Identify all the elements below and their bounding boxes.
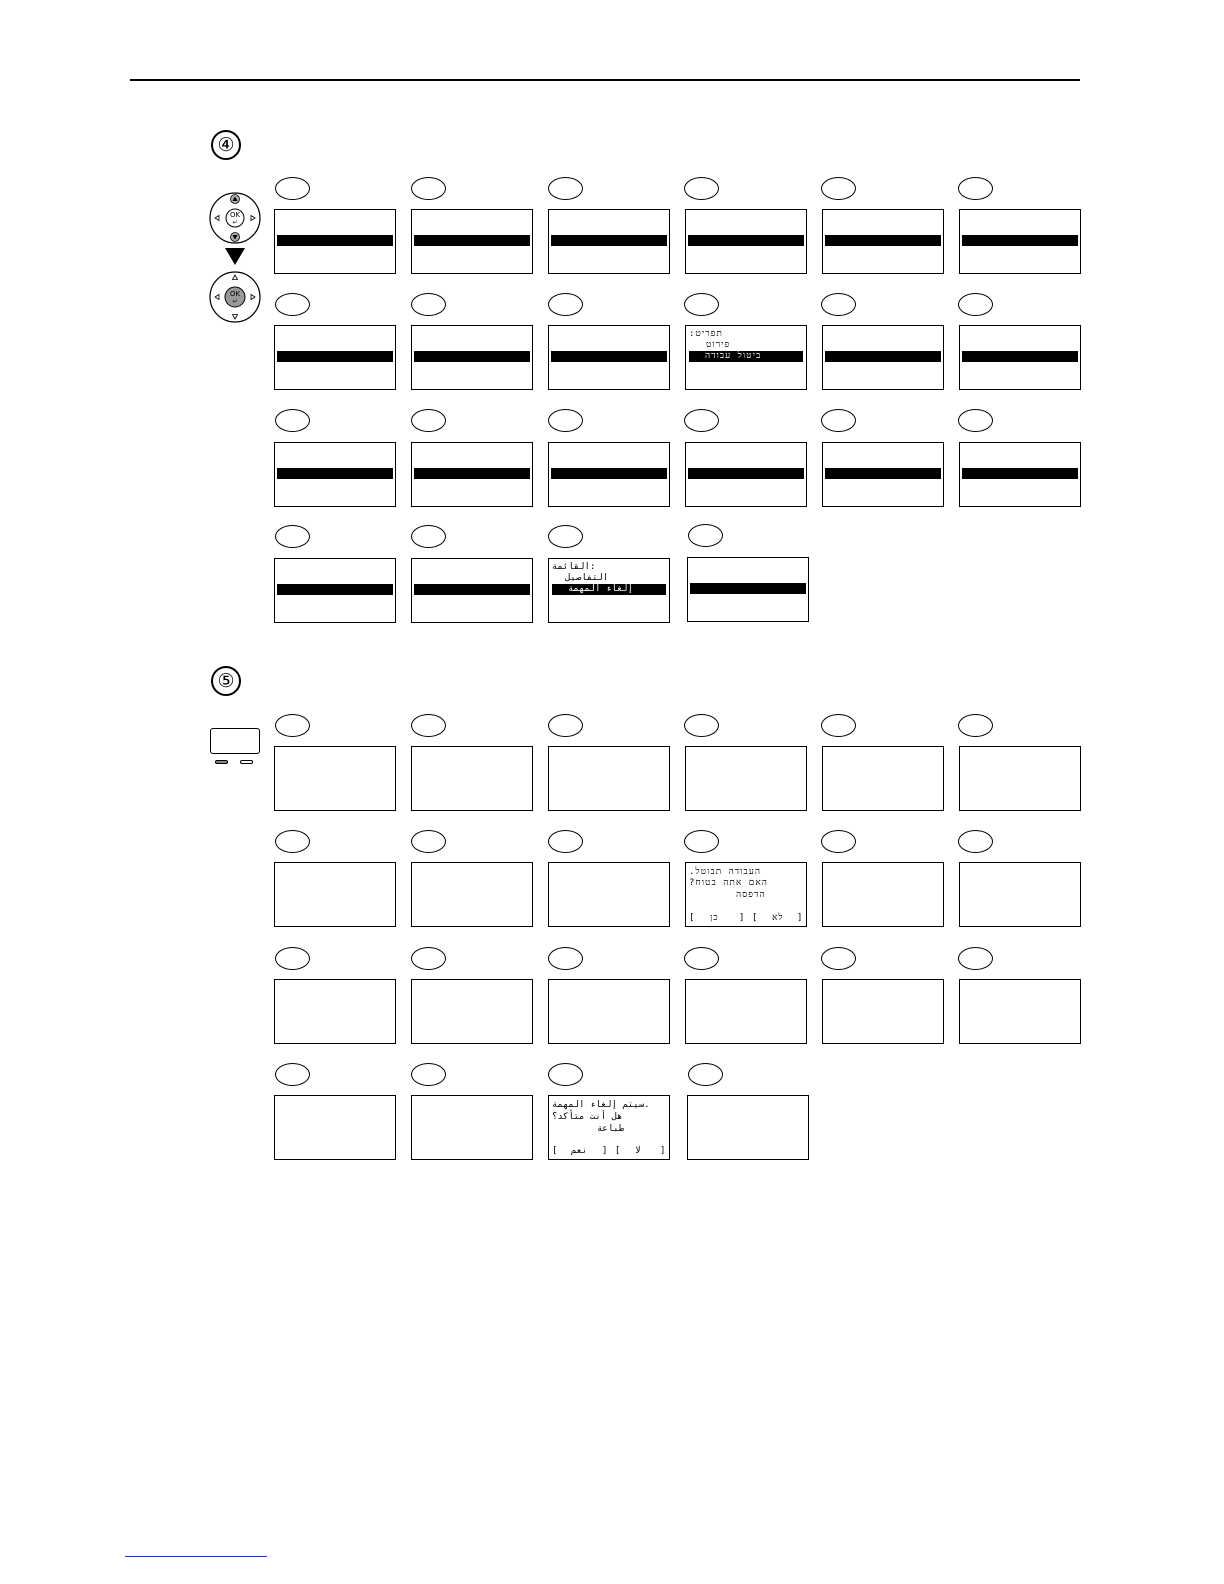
language-bubble — [411, 525, 446, 548]
language-bubble — [275, 293, 310, 316]
bottom-rule — [125, 1556, 267, 1557]
confirm-line-1: سيتم إلغاء المهمة. — [552, 1100, 650, 1110]
lcd-screen — [685, 209, 807, 274]
selection-bar — [414, 468, 530, 479]
language-bubble — [684, 409, 719, 432]
svg-text:OK: OK — [229, 211, 241, 219]
lcd-screen — [411, 209, 533, 274]
confirm-yes-key: כן — [710, 913, 719, 923]
joystick-up-down-icon — [208, 191, 262, 245]
language-bubble — [958, 714, 993, 737]
confirm-yes-key: نعم — [571, 1146, 588, 1156]
lcd-screen — [548, 325, 670, 390]
lcd-screen — [959, 746, 1081, 811]
confirm-no-key: لا — [635, 1146, 641, 1156]
language-bubble — [821, 714, 856, 737]
language-bubble — [684, 714, 719, 737]
confirm-line-1: .העבודה תבוטל — [689, 867, 762, 877]
lcd-screen — [822, 442, 944, 507]
selection-bar — [277, 351, 393, 362]
language-bubble — [958, 830, 993, 853]
confirm-bracket: [ — [689, 913, 696, 923]
selection-bar — [962, 468, 1078, 479]
lcd-screen — [274, 862, 396, 927]
lcd-screen-hebrew-menu — [685, 325, 807, 390]
confirm-no-key: לא — [772, 913, 784, 923]
lcd-screen — [959, 979, 1081, 1044]
language-bubble — [275, 177, 310, 200]
language-bubble — [684, 830, 719, 853]
language-bubble — [275, 525, 310, 548]
lcd-screen — [685, 979, 807, 1044]
confirm-line-2: ?האם אתה בטוח — [689, 878, 768, 888]
menu-title: القائمة: — [552, 562, 596, 572]
left-key-icon — [215, 760, 228, 764]
lcd-screen-hebrew-confirm — [685, 862, 807, 927]
confirm-bracket: ] [ — [739, 913, 759, 923]
confirm-line-3: طباعة — [597, 1124, 625, 1134]
language-bubble — [411, 830, 446, 853]
language-bubble — [958, 177, 993, 200]
lcd-screen — [411, 325, 533, 390]
lcd-screen — [548, 979, 670, 1044]
language-bubble — [411, 409, 446, 432]
right-key-icon — [240, 760, 253, 764]
selection-bar — [688, 235, 804, 246]
top-rule — [130, 79, 1080, 81]
language-bubble — [821, 293, 856, 316]
language-bubble — [275, 1063, 310, 1086]
menu-item-details: פירוט — [706, 340, 731, 350]
selection-bar — [825, 351, 941, 362]
language-bubble — [958, 409, 993, 432]
svg-text:OK: OK — [229, 290, 241, 298]
lcd-screen — [822, 979, 944, 1044]
lcd-screen — [411, 746, 533, 811]
lcd-screen — [274, 1095, 396, 1160]
language-bubble — [958, 947, 993, 970]
selection-bar — [551, 235, 667, 246]
menu-item-cancel-job: إلغاء المهمة — [552, 584, 666, 595]
selection-bar — [825, 235, 941, 246]
lcd-screen — [274, 558, 396, 623]
language-bubble — [275, 947, 310, 970]
selection-bar — [962, 235, 1078, 246]
lcd-screen — [548, 209, 670, 274]
step-5-number: ⑤ — [211, 666, 241, 696]
language-bubble — [548, 714, 583, 737]
control-panel-display-icon — [210, 728, 260, 754]
language-bubble — [411, 177, 446, 200]
language-bubble — [411, 293, 446, 316]
menu-item-details: التفاصيل — [565, 573, 609, 583]
confirm-bracket: ] — [660, 1146, 667, 1156]
lcd-screen — [822, 746, 944, 811]
language-bubble — [275, 714, 310, 737]
lcd-screen — [411, 558, 533, 623]
language-bubble — [275, 830, 310, 853]
lcd-screen — [685, 442, 807, 507]
language-bubble — [688, 1063, 723, 1086]
language-bubble — [684, 177, 719, 200]
svg-text:↵: ↵ — [232, 219, 238, 226]
lcd-screen — [959, 325, 1081, 390]
language-bubble — [821, 830, 856, 853]
selection-bar — [962, 351, 1078, 362]
lcd-screen — [274, 979, 396, 1044]
confirm-bracket: ] [ — [602, 1146, 622, 1156]
language-bubble — [684, 947, 719, 970]
language-bubble — [821, 177, 856, 200]
language-bubble — [548, 1063, 583, 1086]
selection-bar — [551, 468, 667, 479]
menu-item-cancel-job: ביטול עבודה — [689, 351, 803, 362]
selection-bar — [277, 468, 393, 479]
menu-title: :תפריט — [689, 329, 723, 339]
language-bubble — [821, 409, 856, 432]
down-arrow-icon — [225, 248, 245, 265]
language-bubble — [275, 409, 310, 432]
lcd-screen — [685, 746, 807, 811]
selection-bar — [414, 351, 530, 362]
lcd-screen — [959, 209, 1081, 274]
language-bubble — [548, 409, 583, 432]
selection-bar — [277, 584, 393, 595]
language-bubble — [411, 714, 446, 737]
language-bubble — [821, 947, 856, 970]
language-bubble — [688, 524, 723, 547]
language-bubble — [548, 830, 583, 853]
lcd-screen — [274, 209, 396, 274]
lcd-screen — [411, 442, 533, 507]
svg-text:↵: ↵ — [232, 298, 238, 305]
lcd-screen — [411, 862, 533, 927]
lcd-screen — [411, 979, 533, 1044]
language-bubble — [548, 177, 583, 200]
lcd-screen — [274, 325, 396, 390]
confirm-bracket: ] — [797, 913, 804, 923]
confirm-line-2: هل أنت متأكد؟ — [552, 1112, 623, 1122]
selection-bar — [414, 584, 530, 595]
language-bubble — [684, 293, 719, 316]
lcd-screen — [548, 746, 670, 811]
language-bubble — [411, 947, 446, 970]
lcd-screen — [548, 862, 670, 927]
lcd-screen — [411, 1095, 533, 1160]
lcd-screen — [548, 442, 670, 507]
language-bubble — [548, 293, 583, 316]
confirm-bracket: [ — [552, 1146, 559, 1156]
selection-bar — [414, 235, 530, 246]
language-bubble — [958, 293, 993, 316]
lcd-screen — [274, 442, 396, 507]
selection-bar — [825, 468, 941, 479]
lcd-screen — [822, 325, 944, 390]
lcd-screen — [959, 862, 1081, 927]
language-bubble — [411, 1063, 446, 1086]
lcd-screen — [822, 862, 944, 927]
lcd-screen-arabic-confirm — [548, 1095, 670, 1160]
joystick-ok-icon — [208, 270, 262, 324]
confirm-line-3: הדפסה — [736, 890, 766, 900]
lcd-screen-arabic-menu — [548, 558, 670, 623]
selection-bar — [688, 468, 804, 479]
lcd-screen — [959, 442, 1081, 507]
selection-bar — [690, 583, 806, 594]
lcd-screen — [687, 557, 809, 622]
selection-bar — [277, 235, 393, 246]
language-bubble — [548, 525, 583, 548]
lcd-screen — [822, 209, 944, 274]
language-bubble — [548, 947, 583, 970]
lcd-screen — [274, 746, 396, 811]
step-4-number: ④ — [211, 130, 241, 160]
lcd-screen — [687, 1095, 809, 1160]
selection-bar — [551, 351, 667, 362]
